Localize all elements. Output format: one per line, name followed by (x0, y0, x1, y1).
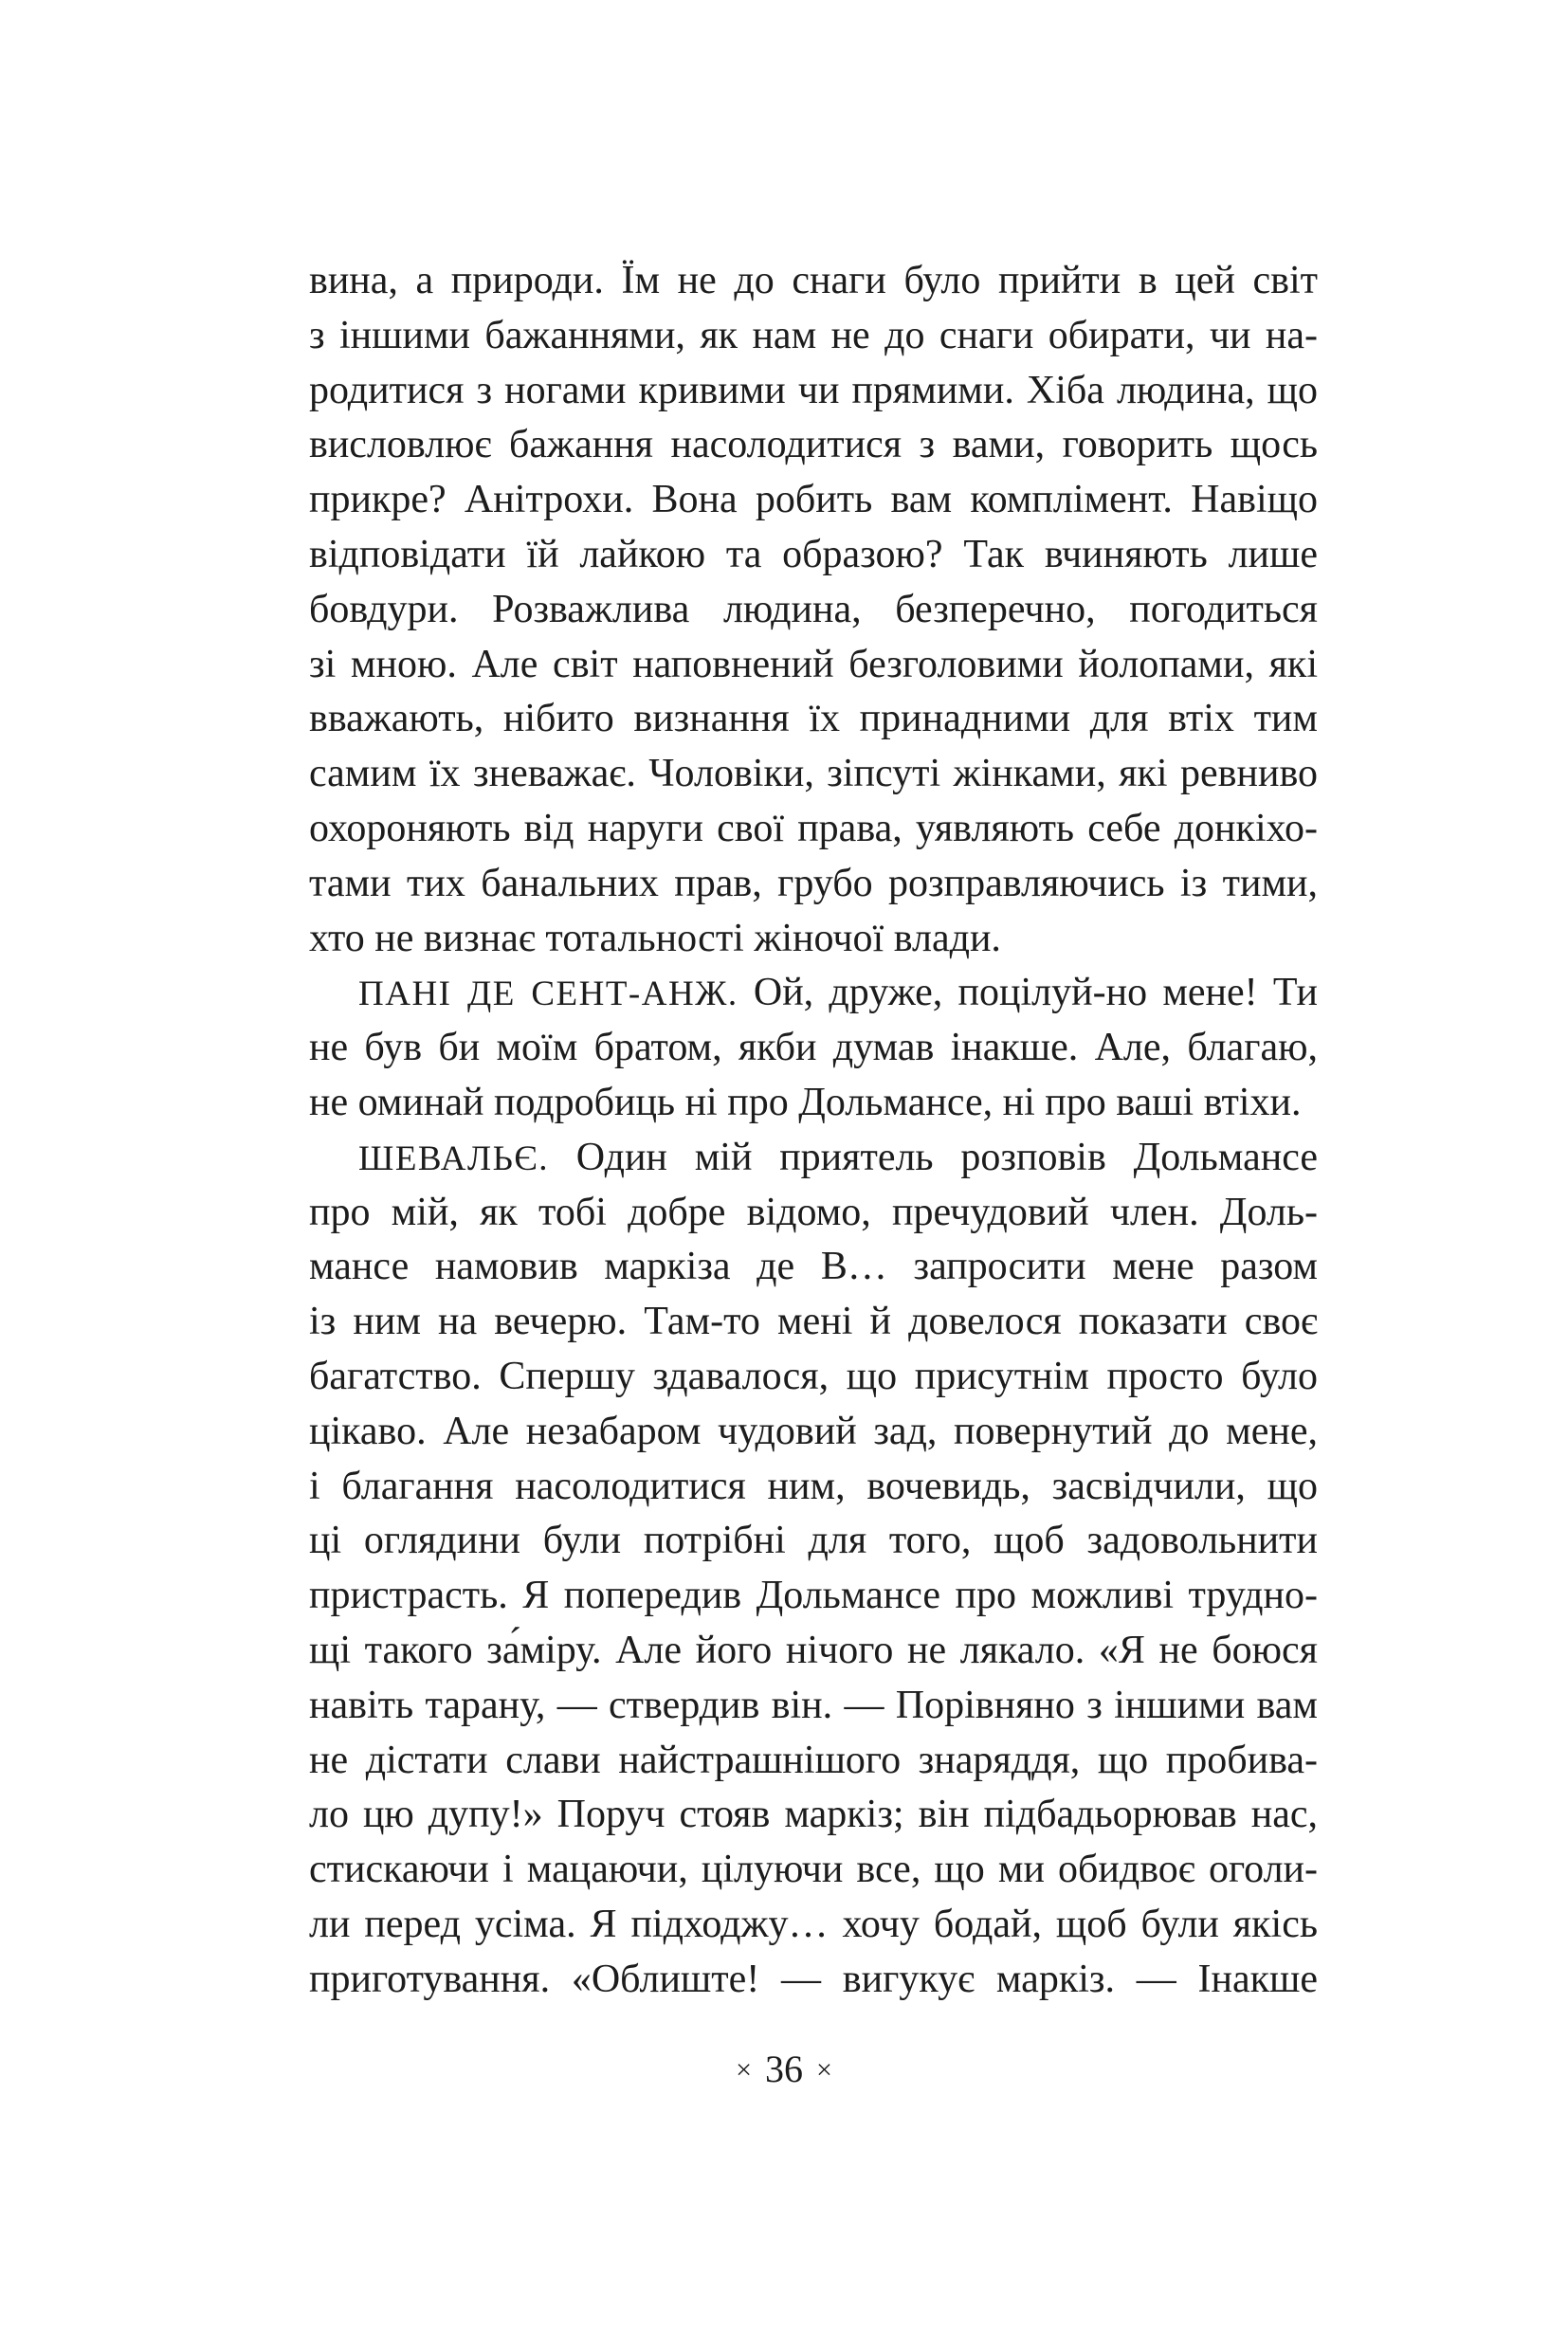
text-line: тами тих банальних прав, грубо розправляючись із тими, (309, 861, 1318, 905)
text-line: пристрасть. Я попередив Дольмансе про можливі трудно- (309, 1574, 1318, 1618)
dialogue-line (309, 966, 1318, 1021)
text-line: приготування. «Облиште! — вигукує маркіз. — Інакше (309, 1957, 1318, 2001)
text-line: родитися з ногами кривими чи прямими. Хіба людина, що (309, 368, 1318, 412)
text-line: з іншими бажаннями, як нам не до снаги обирати, чи на- (309, 313, 1318, 357)
text-line: охороняють від наруги свої права, уявляють себе донкіхо- (309, 806, 1318, 850)
text-line: самим їх зневажає. Чоловіки, зіпсуті жінками, які ревниво (309, 752, 1318, 796)
text-line: вина, а природи. Їм не до снаги було прийти в цей світ (309, 259, 1318, 302)
text-line: мансе намовив маркіза де В… запросити мене разом (309, 1245, 1318, 1289)
text-line: ло цю дупу!» Поруч стояв маркіз; він підбадьорював нас, (309, 1793, 1318, 1837)
text-line: навіть тарану, — ствердив він. — Порівняно з іншими вам (309, 1683, 1318, 1727)
speaker-name: ПАНІ ДЕ СЕНТ-АНЖ. (358, 975, 738, 1014)
page-number: 36 (765, 2048, 803, 2090)
text-line: і благання насолодитися ним, вочевидь, засвідчили, що (309, 1464, 1318, 1508)
text-line: щі такого за́міру. Але його нічого не лякало. «Я не боюся (309, 1628, 1318, 1672)
speaker-name: ШЕВАЛЬЄ. (358, 1139, 550, 1178)
text-line: не оминай подробиць ні про Дольмансе, ні про ваші втіхи. (309, 1080, 1302, 1124)
body-text (309, 254, 1318, 2008)
text-line: зі мною. Але світ наповнений безголовими йолопами, які (309, 642, 1318, 686)
text-line: не дістати слави найстрашнішого знаряддя, що пробива- (309, 1738, 1318, 1782)
ornament-right-icon: × (816, 2054, 832, 2086)
text-line: ли перед усіма. Я підходжу… хочу бодай, щоб були якісь (309, 1902, 1318, 1946)
text-line: багатство. Спершу здавалося, що присутнім просто було (309, 1354, 1318, 1398)
text-line: ці оглядини були потрібні для того, щоб задовольнити (309, 1519, 1318, 1563)
text-line: цікаво. Але незабаром чудовий зад, повернутий до мене, (309, 1409, 1318, 1453)
ornament-left-icon: × (736, 2054, 752, 2086)
page-footer (0, 2043, 1568, 2100)
dialogue-text: Ой, друже, поцілуй-но мене! Ти (738, 971, 1318, 1015)
text-line: висловлює бажання насолодитися з вами, говорить щось (309, 423, 1318, 467)
text-line: відповідати їй лайкою та образою? Так вчиняють лише (309, 532, 1318, 576)
text-line: бовдури. Розважлива людина, безперечно, погодиться (309, 587, 1318, 631)
text-line: хто не визнає тотальності жіночої влади. (309, 916, 1001, 960)
text-line: вважають, нібито визнання їх принадними для втіх тим (309, 697, 1318, 741)
text-line: прикре? Анітрохи. Вона робить вам комплімент. Навіщо (309, 478, 1318, 522)
text-line: стискаючи і мацаючи, цілуючи все, що ми обидвоє оголи- (309, 1848, 1318, 1892)
text-line: із ним на вечерю. Там-то мені й довелося показати своє (309, 1300, 1318, 1344)
text-line: не був би моїм братом, якби думав інакше. Але, благаю, (309, 1026, 1318, 1070)
text-line: про мій, як тобі добре відомо, пречудовий член. Доль- (309, 1190, 1318, 1234)
dialogue-line (309, 1131, 1318, 1186)
dialogue-text: Один мій приятель розповів Дольмансе (549, 1135, 1318, 1179)
